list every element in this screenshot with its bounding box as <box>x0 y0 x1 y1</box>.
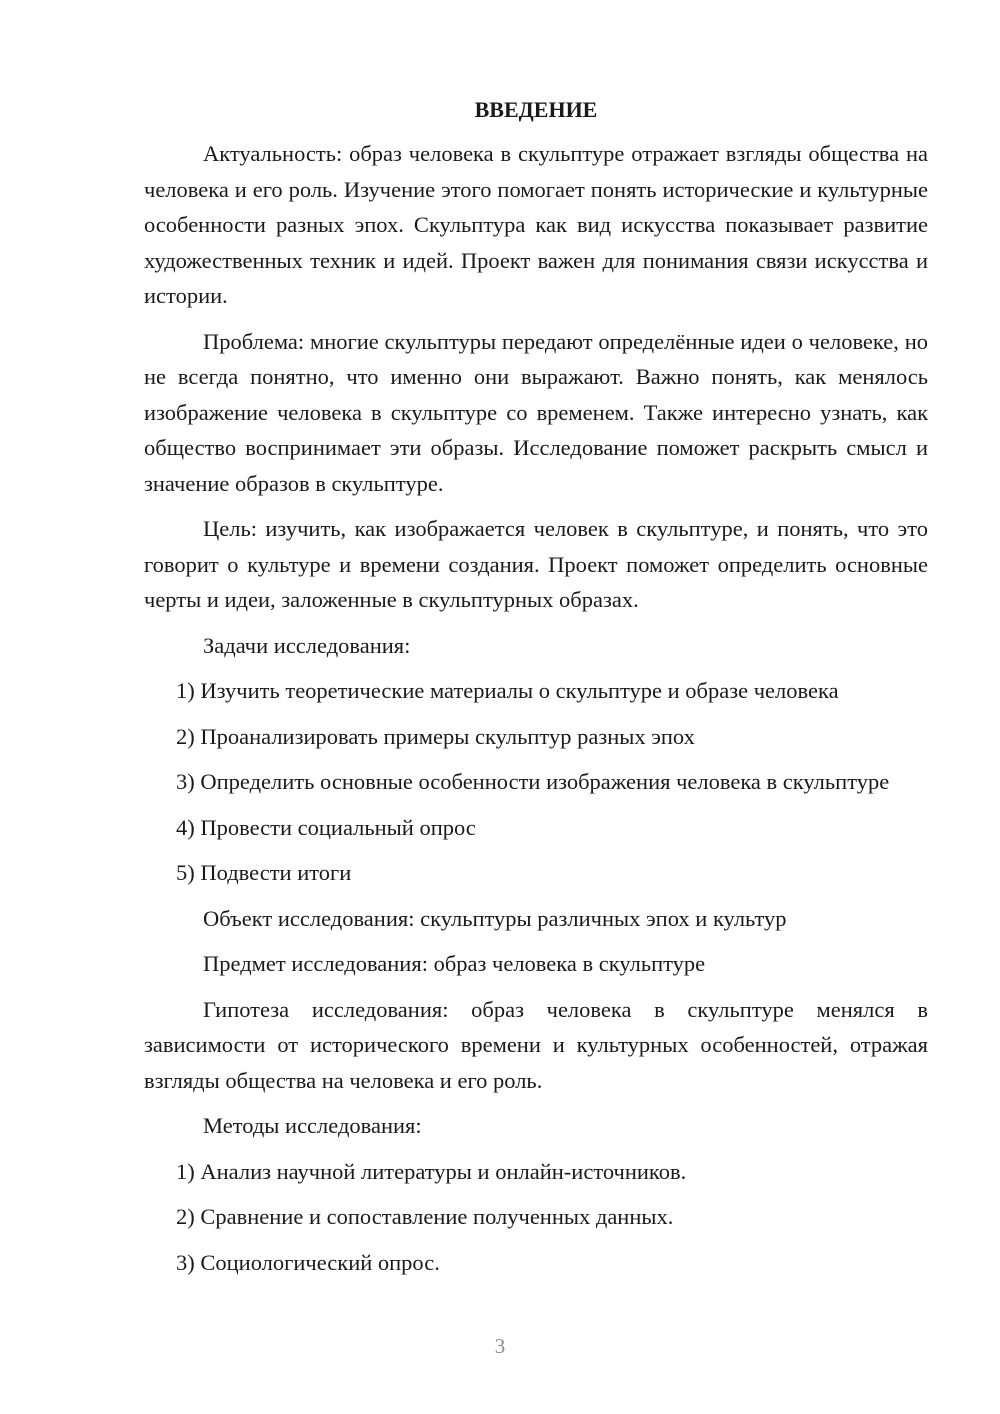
method-item: 1) Анализ научной литературы и онлайн-источников. <box>176 1158 687 1184</box>
relevance-paragraph: Актуальность: образ человека в скульптуре отражает взгляды общества на человека и его роль. Изучение этого помогает понять исторические и культурные особенности разных эпох. Скульптура как вид искусства показывает развитие художественных техник и идей. Проект важен для понимания связи искусства и истории. <box>144 141 928 308</box>
task-item: 3) Определить основные особенности изображения человека в скульптуре <box>176 769 890 794</box>
method-item: 3) Социологический опрос. <box>176 1249 440 1275</box>
methods-heading: Методы исследования: <box>203 1113 422 1138</box>
tasks-heading: Задачи исследования: <box>203 632 411 658</box>
page-title: ВВЕДЕНИЕ <box>474 97 598 122</box>
hypothesis-paragraph: Гипотеза исследования: образ человека в скульптуре менялся в зависимости от исторического времени и культурных особенностей, отражая взгляды общества на человека и его роль. <box>144 996 928 1093</box>
method-item: 2) Сравнение и сопоставление полученных данных. <box>176 1204 674 1229</box>
problem-paragraph: Проблема: многие скульптуры передают определённые идеи о человеке, но не всегда понятно, что именно они выражают. Важно понять, как менялось изображение человека в скульптуре со временем. Также интересно узнать, как общество воспринимает эти образы. Исследование поможет раскрыть смысл и значение образов в скульптуре. <box>144 328 928 496</box>
task-item: 5) Подвести итоги <box>176 860 352 885</box>
task-item: 2) Проанализировать примеры скульптур разных эпох <box>176 723 695 749</box>
task-item: 4) Провести социальный опрос <box>176 814 476 840</box>
document-page <box>144 92 928 1290</box>
subject-line: Предмет исследования: образ человека в скульптуре <box>203 951 706 976</box>
goal-paragraph: Цель: изучить, как изображается человек в скульптуре, и понять, что это говорит о культуре и времени создания. Проект поможет определить основные черты и идеи, заложенные в скульптурных образах. <box>144 516 928 612</box>
page-number: 3 <box>494 1334 506 1358</box>
task-item: 1) Изучить теоретические материалы о скульптуре и образе человека <box>176 678 839 703</box>
object-line: Объект исследования: скульптуры различных эпох и культур <box>203 905 787 931</box>
